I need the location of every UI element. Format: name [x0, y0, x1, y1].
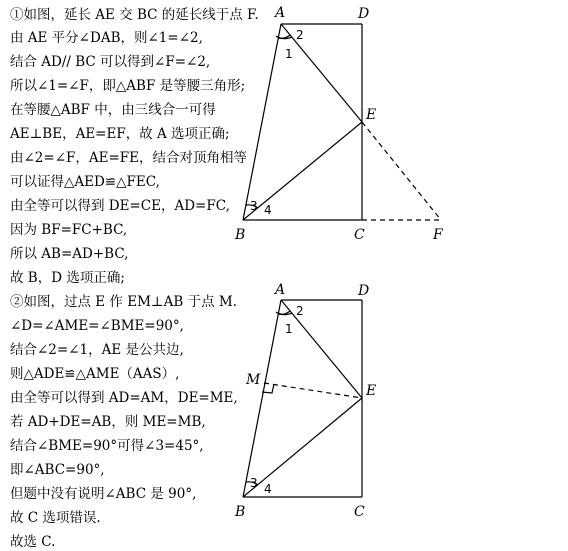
label-d: D	[358, 6, 370, 22]
label-m: M	[246, 372, 261, 388]
segment-ae	[281, 24, 362, 122]
figure-2-labels	[234, 282, 376, 520]
text-line: 在等腰△ABF 中，由三线合一可得	[10, 102, 216, 118]
segment-ef-dashed	[362, 122, 441, 220]
text-line: 所以∠1=∠F，即△ABF 是等腰三角形;	[10, 78, 246, 94]
angle-label-1: 1	[285, 47, 293, 61]
text-line: 由∠2=∠F，AE=FE，结合对顶角相等	[10, 150, 248, 166]
text-line: 由全等可以得到 DE=CE，AD=FC,	[10, 198, 230, 214]
angle-label-4: 4	[264, 203, 272, 217]
figure-1-labels	[234, 5, 444, 243]
text-line: 但题中没有说明∠ABC 是 90°,	[10, 486, 197, 502]
text-line: 故 C 选项错误.	[10, 510, 101, 526]
text-line: 可以证得△AED≌△FEC,	[10, 174, 160, 190]
text-line: 故选 C.	[10, 534, 56, 550]
label-c: C	[354, 227, 365, 243]
text-line: ∠D=∠AME=∠BME=90°,	[10, 318, 184, 334]
label-a: A	[275, 282, 286, 298]
angle-label-1: 1	[285, 322, 293, 336]
text-line: 则△ADE≌△AME（AAS）,	[10, 366, 180, 382]
label-a: A	[275, 5, 286, 21]
angle-label-3: 3	[250, 199, 258, 213]
segment-be	[243, 398, 362, 497]
text-line: 若 AD+DE=AB，则 ME=MB,	[10, 414, 206, 430]
text-line: 所以 AB=AD+BC,	[10, 246, 129, 262]
text-line: 结合 AD// BC 可以得到∠F=∠2,	[10, 54, 211, 70]
label-e: E	[366, 383, 377, 399]
text-line: 因为 BF=FC+BC,	[10, 222, 128, 238]
segment-be	[243, 122, 362, 220]
angle-label-4: 4	[264, 482, 272, 496]
figure-2	[243, 300, 362, 497]
text-line: AE⊥BE，AE=EF，故 A 选项正确;	[10, 126, 230, 142]
angle-label-2: 2	[296, 304, 304, 318]
text-line: 即∠ABC=90°,	[10, 462, 105, 478]
segment-me-dashed	[264, 383, 362, 398]
text-line: 由全等可以得到 AD=AM，DE=ME,	[10, 390, 238, 406]
label-b: B	[235, 504, 246, 520]
segment-ab	[243, 300, 281, 497]
label-b: B	[235, 227, 246, 243]
segment-ae	[281, 300, 362, 398]
angle-label-3: 3	[250, 476, 258, 490]
text-line: ①如图，延长 AE 交 BC 的延长线于点 F.	[10, 7, 259, 23]
text-line: 由 AE 平分∠DAB，则∠1=∠2,	[10, 30, 203, 46]
label-d: D	[358, 283, 370, 299]
text-line: 故 B，D 选项正确;	[10, 270, 125, 286]
text-line: 结合∠BME=90°可得∠3=45°,	[10, 438, 204, 454]
text-line: 结合∠2=∠1，AE 是公共边,	[10, 342, 184, 358]
label-e: E	[366, 107, 377, 123]
angle-label-2: 2	[296, 28, 304, 42]
segment-ab	[243, 24, 281, 220]
figure-1	[243, 24, 441, 220]
label-c: C	[354, 504, 365, 520]
text-line: ②如图，过点 E 作 EM⊥AB 于点 M.	[10, 294, 237, 310]
label-f: F	[433, 227, 443, 243]
